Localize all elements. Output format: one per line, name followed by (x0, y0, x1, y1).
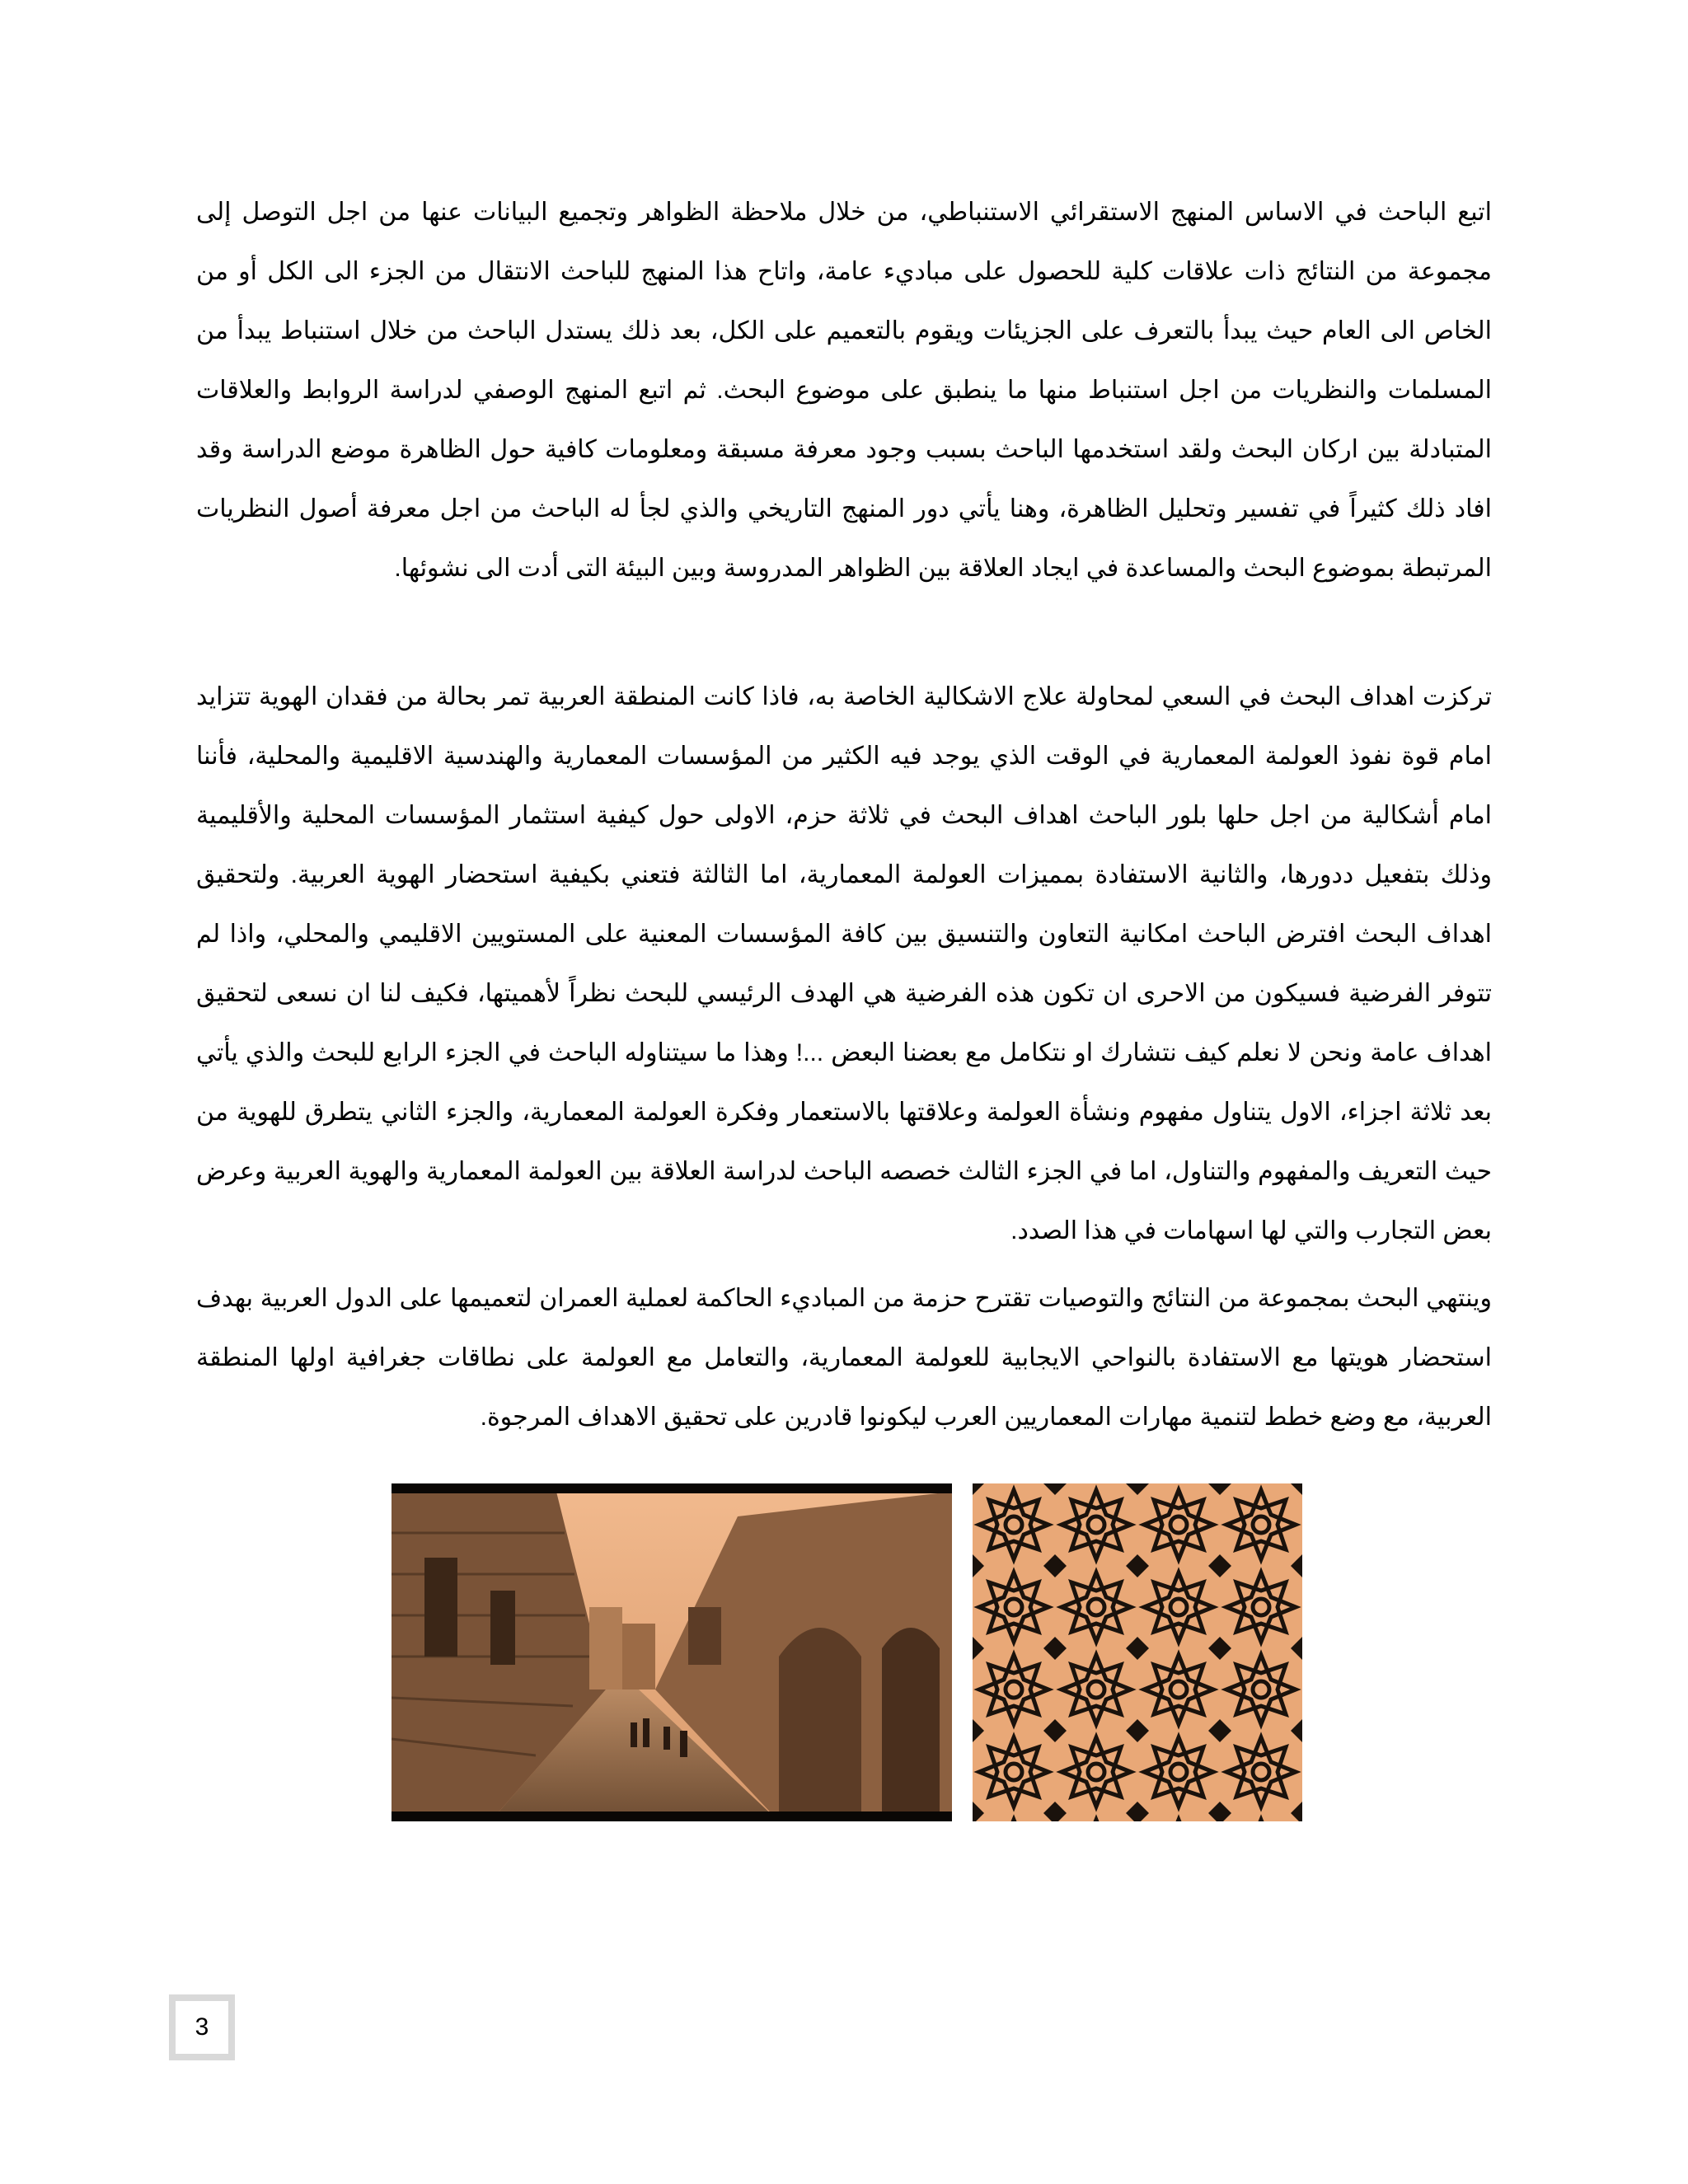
paragraph-conclusion: وينتهي البحث بمجموعة من النتائج والتوصيات تقترح حزمة من المباديء الحاكمة لعملية العمران لتعميمها على الدول العربية بهدف استحضار هويتها مع الاستفادة بالنواحي الايجابية للعولمة المعمارية، والتعامل مع العولمة على نطاقات جغرافية اولها المنطقة العربية، مع وضع خطط لتنمية مهارات المعماريين العرب ليكونوا قادرين على تحقيق الاهداف المرجوة. (196, 1285, 1492, 1431)
page-number: 3 (169, 1994, 235, 2060)
paragraph-methodology: اتبع الباحث في الاساس المنهج الاستقرائي الاستنباطي، من خلال ملاحظة الظواهر وتجميع البيانات عنها من اجل التوصل إلى مجموعة من النتائج ذات علاقات كلية للحصول على مباديء عامة، واتاح هذا المنهج للباحث الانتقال من الجزء الى الكل أو من الخاص الى العام حيث يبدأ بالتعرف على الجزيئات ويقوم بالتعميم على الكل، بعد ذلك يستدل الباحث من خلال استنباط يبدأ من المسلمات والنظريات من اجل استنباط منها ما ينطبق على موضوع البحث. ثم اتبع المنهج الوصفي لدراسة الروابط والعلاقات المتبادلة بين اركان البحث ولقد استخدمها الباحث بسبب وجود معرفة مسبقة ومعلومات كافية حول الظاهرة موضع الدراسة وقد افاد ذلك كثيراً في تفسير وتحليل الظاهرة، وهنا يأتي دور المنهج التاريخي والذي لجأ له الباحث من اجل معرفة أصول النظريات المرتبطة بموضوع البحث والمساعدة في ايجاد العلاقة بين الظواهر المدروسة وبين البيئة التى أدت الى نشوئها. (196, 199, 1492, 582)
geometric-pattern-image (973, 1483, 1302, 1821)
geometric-pattern-illustration (973, 1483, 1302, 1821)
paragraph-objectives: تركزت اهداف البحث في السعي لمحاولة علاج الاشكالية الخاصة به، فاذا كانت المنطقة العربية تمر بحالة من فقدان الهوية تتزايد امام قوة نفوذ العولمة المعمارية في الوقت الذي يوجد فيه الكثير من المؤسسات المعمارية والهندسية الاقليمية والمحلية، فأننا امام أشكالية من اجل حلها بلور الباحث اهداف البحث في ثلاثة حزم، الاولى حول كيفية استثمار المؤسسات المحلية والأقليمية وذلك بتفعيل ددورها، والثانية الاستفادة بمميزات العولمة المعمارية، اما الثالثة فتعني بكيفية استحضار الهوية العربية. ولتحقيق اهداف البحث افترض الباحث امكانية التعاون والتنسيق بين كافة المؤسسات المعنية على المستويين الاقليمي والمحلي، واذا لم تتوفر الفرضية فسيكون من الاحرى ان تكون هذه الفرضية هي الهدف الرئيسي للبحث نظراً لأهميتها، فكيف لنا ان نسعى لتحقيق اهداف عامة ونحن لا نعلم كيف نتشارك او نتكامل مع بعضنا البعض ...! وهذا ما سيتناوله الباحث في الجزء الرابع للبحث والذي يأتي بعد ثلاثة اجزاء، الاول يتناول مفهوم ونشأة العولمة وعلاقتها بالاستعمار وفكرة العولمة المعمارية، والجزء الثاني يتطرق للهوية من حيث التعريف والمفهوم والتناول، اما في الجزء الثالث خصصه الباحث لدراسة العلاقة بين العولمة المعمارية والهوية العربية وعرض بعض التجارب والتي لها اسهامات في هذا الصدد. (196, 683, 1492, 1244)
street-photo-image (392, 1483, 952, 1821)
street-photo-illustration (392, 1483, 952, 1821)
